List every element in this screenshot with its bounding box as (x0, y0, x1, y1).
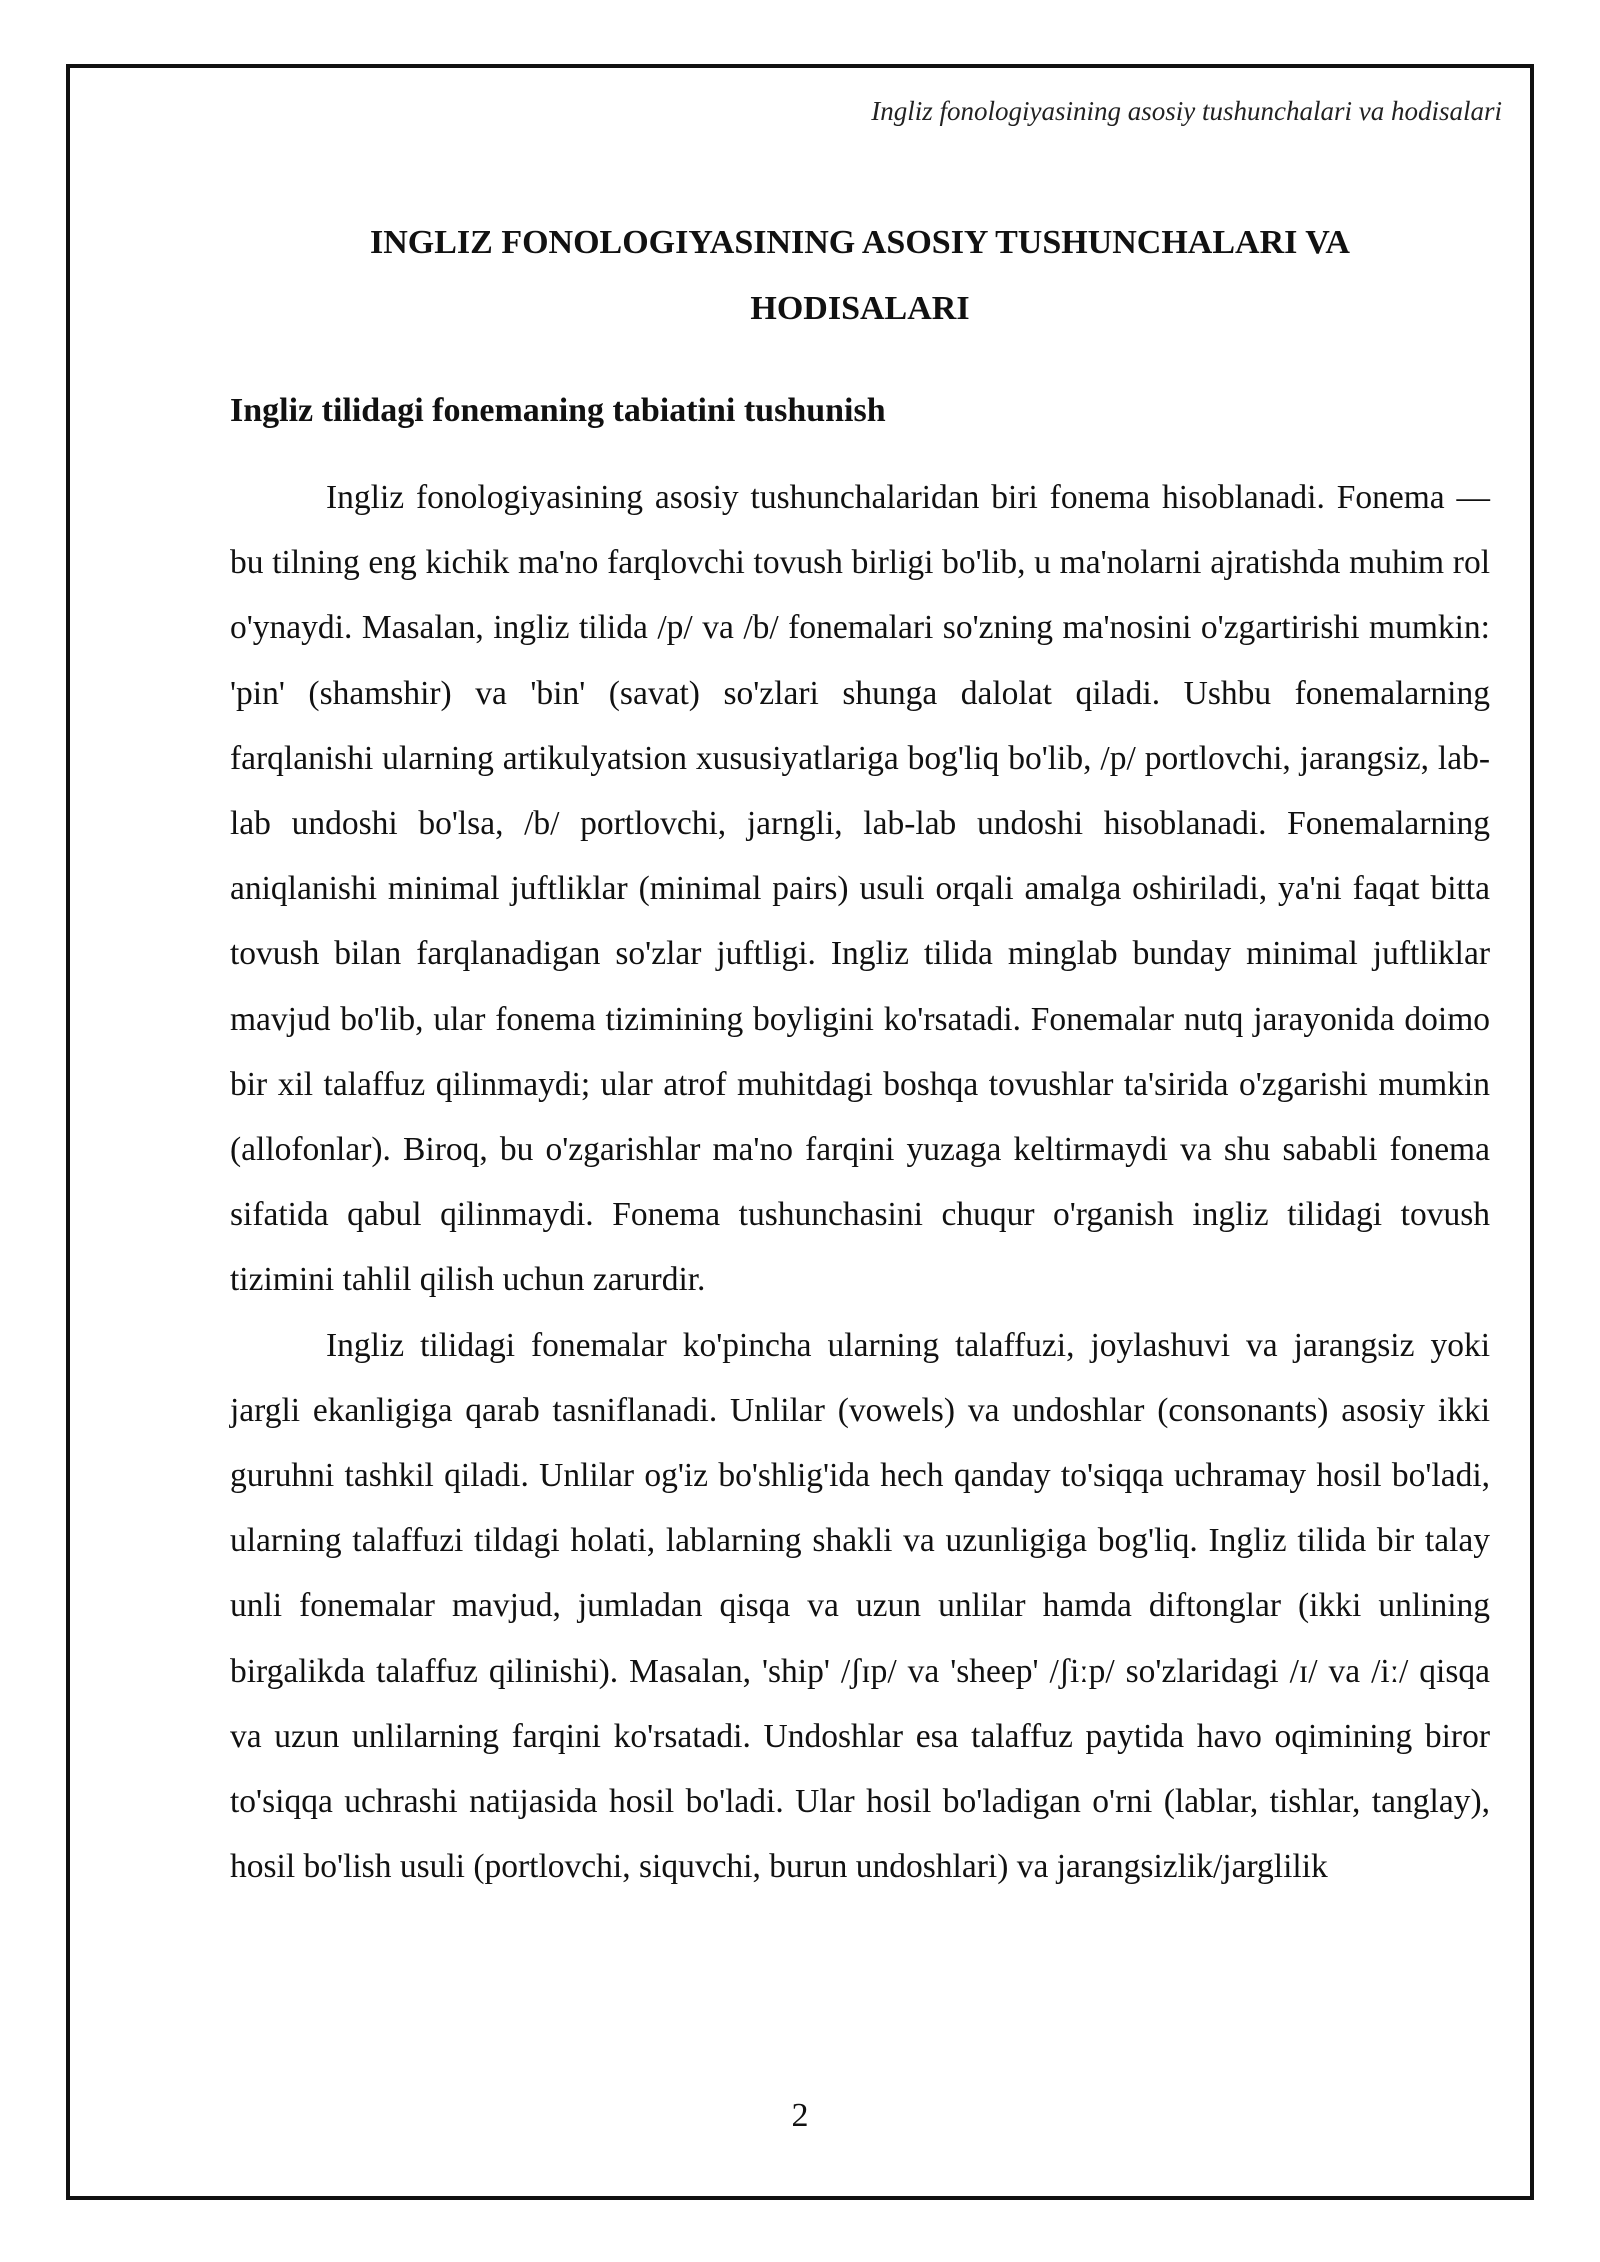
document-title (230, 210, 1490, 342)
document-title-line-1: INGLIZ FONOLOGIYASINING ASOSIY TUSHUNCHALARI VA (370, 224, 1350, 261)
running-header: Ingliz fonologiyasining asosiy tushunchalari va hodisalari (871, 96, 1502, 126)
paragraph-1: Ingliz fonologiyasining asosiy tushunchalaridan biri fonema hisoblanadi. Fonema — bu tilning eng kichik ma'no farqlovchi tovush birligi bo'lib, u ma'nolarni ajratishda muhim rol o'ynaydi. Masalan, ingliz tilida /p/ va /b/ fonemalari so'zning ma'nosini o'zgartirishi mumkin: 'pin' (shamshir) va 'bin' (savat) so'zlari shunga dalolat qiladi. Ushbu fonemalarning farqlanishi ularning artikulyatsion xususiyatlariga bog'liq bo'lib, /p/ portlovchi, jarangsiz, lab-lab undoshi bo'lsa, /b/ portlovchi, jarngli, lab-lab undoshi hisoblanadi. Fonemalarning aniqlanishi minimal juftliklar (minimal pairs) usuli orqali amalga oshiriladi, ya'ni faqat bitta tovush bilan farqlanadigan so'zlar juftligi. Ingliz tilida minglab bunday minimal juftliklar mavjud bo'lib, ular fonema tizimining boyligini ko'rsatadi. Fonemalar nutq jarayonida doimo bir xil talaffuz qilinmaydi; ular atrof muhitdagi boshqa tovushlar ta'sirida o'zgarishi mumkin (allofonlar). Biroq, bu o'zgarishlar ma'no farqini yuzaga keltirmaydi va shu sababli fonema sifatida qabul qilinmaydi. Fonema tushunchasini chuqur o'rganish ingliz tilidagi tovush tizimini tahlil qilish uchun zarurdir. (230, 479, 1490, 1299)
paragraph-2: Ingliz tilidagi fonemalar ko'pincha ularning talaffuzi, joylashuvi va jarangsiz yoki jargli ekanligiga qarab tasniflanadi. Unlilar (vowels) va undoshlar (consonants) asosiy ikki guruhni tashkil qiladi. Unlilar og'iz bo'shlig'ida hech qanday to'siqqa uchramay hosil bo'ladi, ularning talaffuzi tildagi holati, lablarning shakli va uzunligiga bog'liq. Ingliz tilida bir talay unli fonemalar mavjud, jumladan qisqa va uzun unlilar hamda diftonglar (ikki unlining birgalikda talaffuz qilinishi). Masalan, 'ship' /ʃɪp/ va 'sheep' /ʃiːp/ so'zlaridagi /ɪ/ va /iː/ qisqa va uzun unlilarning farqini ko'rsatadi. Undoshlar esa talaffuz paytida havo oqimining biror to'siqqa uchrashi natijasida hosil bo'ladi. Ular hosil bo'ladigan o'rni (lablar, tishlar, tanglay), hosil bo'lish usuli (portlovchi, siquvchi, burun undoshlari) va jarangsizlik/jarglilik (230, 1326, 1490, 1886)
section-heading: Ingliz tilidagi fonemaning tabiatini tushunish (230, 392, 886, 429)
document-title-line-2: HODISALARI (750, 290, 970, 327)
page-number: 2 (791, 2097, 809, 2134)
body-text (230, 465, 1490, 1899)
